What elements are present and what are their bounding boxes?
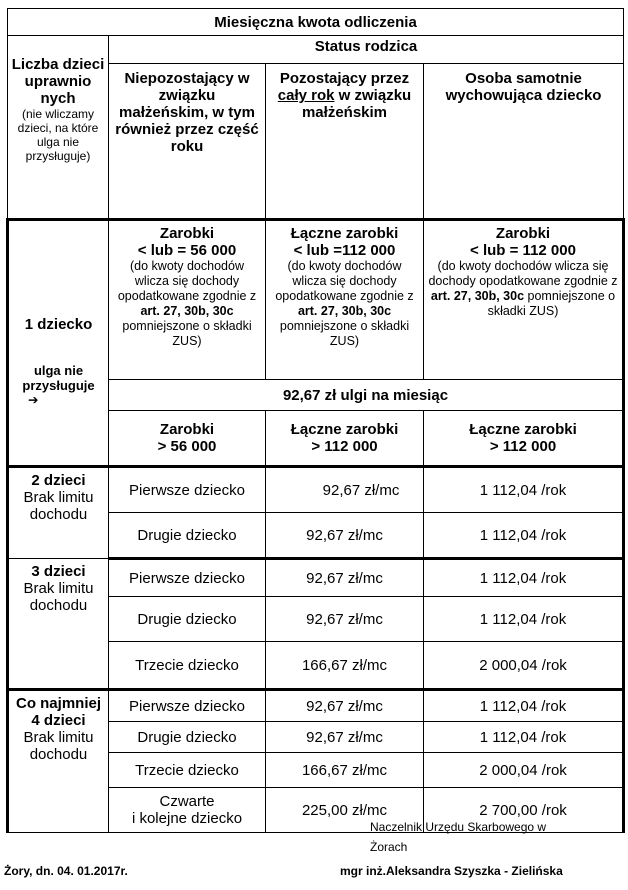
monthly-amount: 225,00 zł/mc [266,788,424,833]
yearly-amount: 1 112,04 /rok [424,513,624,559]
one-child-label: 1 dziecko [24,316,93,333]
monthly-amount: 92,67 zł/mc [266,722,424,753]
col-single-parent-header: Osoba samotnie wychowująca dziecko [424,64,624,220]
table-title: Miesięczna kwota odliczenia [8,9,624,36]
yearly-amount: 2 000,04 /rok [424,642,624,690]
monthly-amount: 92,67 zł/mc [266,559,424,597]
yearly-amount: 1 112,04 /rok [424,559,624,597]
one-child-cell [8,220,109,467]
single-parent-over-limit: Łączne zarobki > 112 000 [424,411,624,467]
arrow-icon: ➔ [28,393,39,407]
married-limit-cell: Łączne zarobki < lub =112 000 (do kwoty dochodów wlicza się dochody opodatkowane zgodnie z art. 27, 30b, 30c pomniejszone o składki ZUS) [266,220,424,380]
married-over-limit: Łączne zarobki > 112 000 [266,411,424,467]
office-line-2: Żorach [370,840,408,854]
child-label: Pierwsze dziecko [109,690,266,722]
place-date: Żory, dn. 04. 01.2017r. [4,864,128,878]
children-count-header [8,36,109,220]
child-label: Drugie dziecko [109,597,266,642]
child-label: Trzecie dziecko [109,753,266,788]
yearly-amount: 1 112,04 /rok [424,722,624,753]
monthly-amount: 92,67 zł/mc [266,597,424,642]
child-label: Drugie dziecko [109,513,266,559]
monthly-amount: 166,67 zł/mc [266,642,424,690]
yearly-amount: 1 112,04 /rok [424,597,624,642]
child-label: Czwarte i kolejne dziecko [109,788,266,833]
yearly-amount: 2 000,04 /rok [424,753,624,788]
single-parent-limit-cell: Zarobki < lub = 112 000 (do kwoty dochodów wlicza się dochody opodatkowane zgodnie z art. 27, 30b, 30c pomniejszone o składki ZUS) [424,220,624,380]
monthly-amount: 92,67 zł/mc [266,513,424,559]
two-children-cell: 2 dzieci Brak limitu dochodu [8,467,109,559]
children-count-label: Liczba dzieci uprawnio nych [11,56,105,107]
unmarried-limit-cell: Zarobki < lub = 56 000 (do kwoty dochodów wlicza się dochody opodatkowane zgodnie z art. 27, 30b, 30c pomniejszone o składki ZUS) [109,220,266,380]
no-relief-label: ulga nie przysługuje [22,363,95,393]
yearly-amount: 2 700,00 /rok [424,788,624,833]
relief-table [6,8,625,833]
col-married-header: Pozostający przez cały rok w związku małżeńskim [266,64,424,220]
child-label: Pierwsze dziecko [109,467,266,513]
unmarried-over-limit: Zarobki > 56 000 [109,411,266,467]
monthly-amount: 92,67 zł/mc [266,467,424,513]
child-label: Trzecie dziecko [109,642,266,690]
yearly-amount: 1 112,04 /rok [424,690,624,722]
monthly-amount: 166,67 zł/mc [266,753,424,788]
monthly-amount: 92,67 zł/mc [266,690,424,722]
document-page [6,8,622,833]
signature: mgr inż.Aleksandra Szyszka - Zielińska [340,864,563,878]
children-count-note: (nie wliczamy dzieci, na które ulga nie przysługuje) [17,107,99,163]
office-line-1: Naczelnik Urzędu Skarbowego w [370,820,547,834]
col-unmarried-header: Niepozostający w związku małżeńskim, w tym również przez część roku [109,64,266,220]
child-label: Drugie dziecko [109,722,266,753]
four-children-cell: Co najmniej 4 dzieci Brak limitu dochodu [8,690,109,833]
monthly-relief-row: 92,67 zł ulgi na miesiąc [109,380,624,411]
parent-status-header: Status rodzica [109,36,624,64]
three-children-cell: 3 dzieci Brak limitu dochodu [8,559,109,690]
child-label: Pierwsze dziecko [109,559,266,597]
yearly-amount: 1 112,04 /rok [424,467,624,513]
